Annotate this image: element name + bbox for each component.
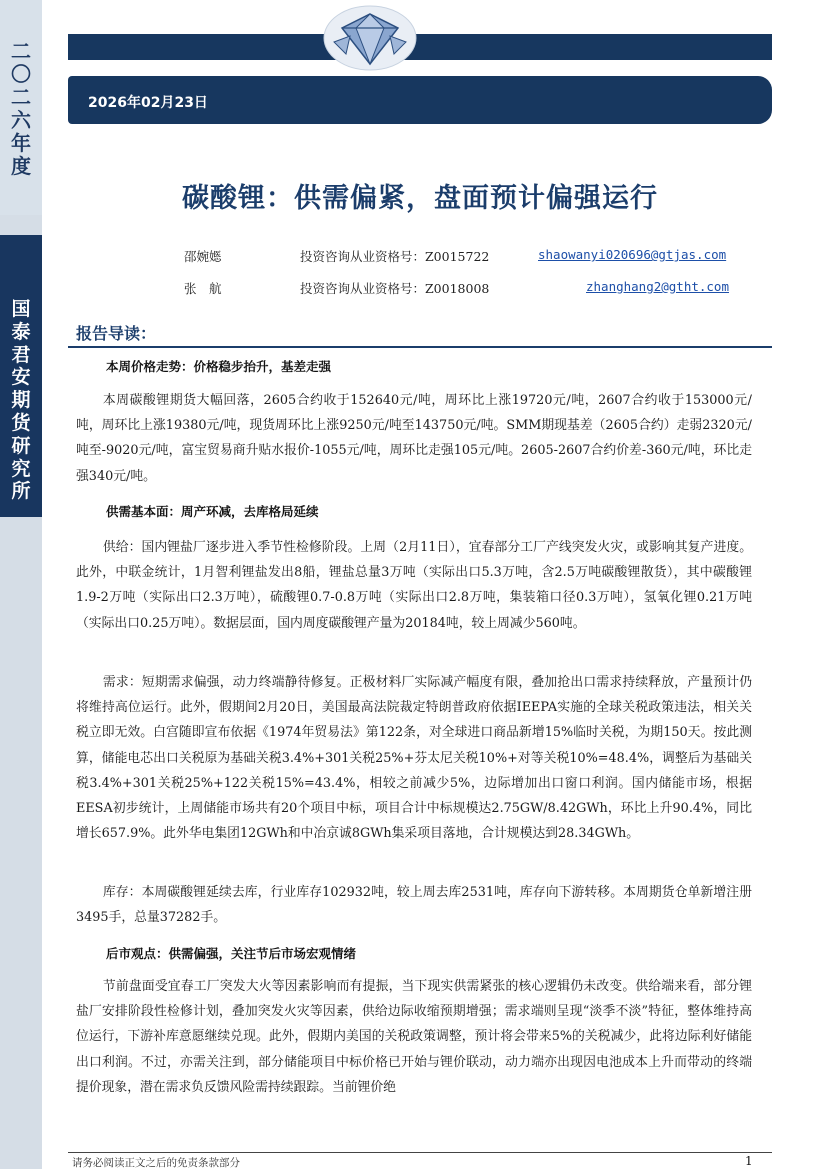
paragraph-supply: 供给：国内锂盐厂逐步进入季节性检修阶段。上周（2月11日），宜春部分工厂产线突发火灾，或影响其复产进度。此外，中联金统计，1月智利锂盐发出8船，锂盐总量3万吨（实际出口5.3万吨，含2.5万吨碳酸锂散货），其中碳酸锂1.9-2万吨（实际出口2.3万吨），硫酸锂0.7-0.8万吨（实际出口2.8万吨，集装箱口径0.3万吨），氢氧化锂0.21万吨（实际出口0.25万吨）。数据层面，国内周度碳酸锂产量为20184吨，较上周减少560吨。	[76, 540, 752, 631]
footer-disclaimer: 请务必阅读正文之后的免责条款部分	[72, 1157, 240, 1169]
sidebar-institute-name: 国 泰 君 安 期 货 研 究 所	[11, 298, 31, 503]
author-email-link[interactable]: zhanghang2@gtht.com	[586, 279, 729, 294]
author-license: 投资咨询从业资格号：Z0015722	[300, 249, 490, 264]
section-heading: 报告导读：	[76, 324, 157, 343]
footer-divider	[68, 1152, 772, 1153]
author-license: 投资咨询从业资格号：Z0018008	[300, 281, 490, 296]
header-band	[68, 34, 772, 60]
author-name: 邵婉嫕	[184, 249, 222, 264]
left-sidebar	[0, 0, 42, 1169]
report-title: 碳酸锂：供需偏紧，盘面预计偏强运行	[182, 183, 658, 214]
paragraph-price: 本周碳酸锂期货大幅回落，2605合约收于152640元/吨，周环比上涨19720元/吨，2607合约收于153000元/吨，周环比上涨19380元/吨，现货周环比上涨9250元/吨至143750元/吨。SMM期现基差（2605合约）走弱2320元/吨至-9020元/吨，富宝贸易商升贴水报价-1055元/吨，周环比走强105元/吨。2605-2607合约价差-360元/吨，环比走强340元/吨。	[76, 393, 752, 484]
page-number: 1	[745, 1154, 753, 1168]
report-date: 2026年02月23日	[88, 95, 208, 111]
subheading-fundamentals: 供需基本面：周产环减，去库格局延续	[106, 504, 319, 519]
paragraph-demand: 需求：短期需求偏强，动力终端静待修复。正极材料厂实际减产幅度有限，叠加抢出口需求持续释放，产量预计仍将维持高位运行。此外，假期间2月20日，美国最高法院裁定特朗普政府依据IEEPA实施的全球关税政策违法，相关关税立即无效。白宫随即宣布依据《1974年贸易法》第122条，对全球进口商品新增15%临时关税，为期150天。按此测算，储能电芯出口关税原为基础关税3.4%+301关税25%+芬太尼关税10%+对等关税10%=48.4%，调整后为基础关税3.4%+301关税25%+122关税15%=43.4%，相较之前减少5%，边际增加出口窗口利润。国内储能市场，根据EESA初步统计，上周储能市场共有20个项目中标，项目合计中标规模达2.75GW/8.42GWh，环比上升90.4%，同比增长657.9%。此外华电集团12GWh和中冶京诚8GWh集采项目落地，合计规模达到28.34GWh。	[76, 675, 752, 842]
subheading-price-trend: 本周价格走势：价格稳步抬升，基差走强	[106, 359, 332, 374]
section-divider	[68, 346, 772, 348]
diamond-logo-icon	[320, 2, 420, 72]
author-name: 张 航	[184, 281, 222, 296]
author-email-link[interactable]: shaowanyi020696@gtjas.com	[538, 247, 727, 262]
paragraph-inventory: 库存：本周碳酸锂延续去库，行业库存102932吨，较上周去库2531吨，库存向下游转移。本周期货仓单新增注册3495手，总量37282手。	[76, 885, 752, 926]
subheading-outlook: 后市观点：供需偏强，关注节后市场宏观情绪	[106, 946, 357, 961]
paragraph-outlook: 节前盘面受宜春工厂突发大火等因素影响而有提振，当下现实供需紧张的核心逻辑仍未改变。供给端来看，部分锂盐厂安排阶段性检修计划，叠加突发火灾等因素，供给边际收缩预期增强；需求端则呈现“淡季不淡”特征，整体维持高位运行，下游补库意愿继续兑现。此外，假期内美国的关税政策调整，预计将会带来5%的关税减少，此将边际利好储能出口利润。不过，亦需关注到，部分储能项目中标价格已开始与锂价联动，动力端亦出现因电池成本上升而带动的终端提价现象，潜在需求负反馈风险需持续跟踪。当前锂价绝	[76, 979, 752, 1095]
sidebar-year: 二 〇 二 六 年 度	[11, 39, 31, 178]
